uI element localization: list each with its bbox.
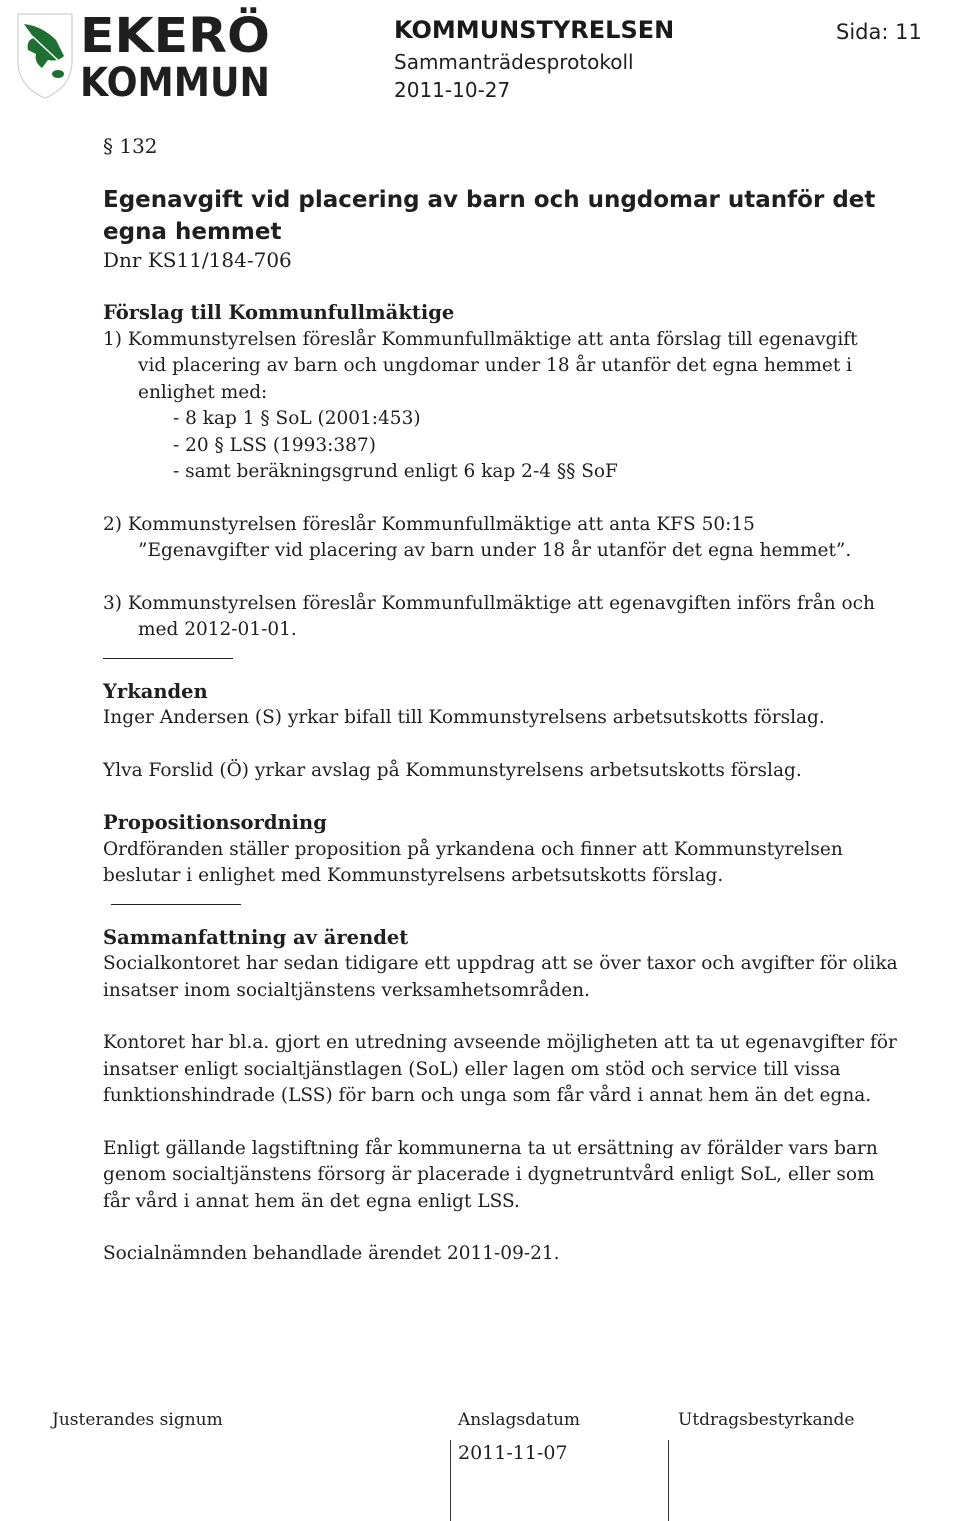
summary-heading: Sammanfattning av ärendet (103, 925, 409, 949)
footer-certified-label: Utdragsbestyrkande (678, 1410, 855, 1430)
proposal-item-1-line-2: vid placering av barn och ungdomar under 18 år utanför det egna hemmet i (138, 355, 853, 376)
proposition-heading: Propositionsordning (103, 811, 327, 834)
separator-line (111, 904, 241, 925)
summary-line: Enligt gällande lagstiftning får kommunerna ta ut ersättning av förälder vars barn (103, 1137, 878, 1159)
summary-line: Socialkontoret har sedan tidigare ett uppdrag att se över taxor och avgifter för olika (103, 953, 898, 974)
proposition-line: beslutar i enlighet med Kommunstyrelsens arbetsutskotts förslag. (103, 865, 724, 886)
paragraph-number: § 132 (103, 134, 158, 158)
page-title: Egenavgift vid placering av barn och ungdomar utanför det egna hemmet (103, 187, 876, 245)
case-number: Dnr KS11/184-706 (103, 248, 292, 272)
footer-divider (450, 1440, 451, 1521)
proposition-line: Ordföranden ställer proposition på yrkandena och finner att Kommunstyrelsen (103, 838, 843, 860)
summary-line: insatser inom socialtjänstens verksamhetsområden. (103, 979, 590, 1001)
proposal-bullet: - 20 § LSS (1993:387) (173, 434, 376, 456)
proposal-item-2-line-2: ”Egenavgifter vid placering av barn under 18 år utanför det egna hemmet”. (138, 540, 852, 561)
footer-posted-label: Anslagsdatum (458, 1410, 581, 1430)
proposal-item-2-line-1: 2) Kommunstyrelsen föreslår Kommunfullmäktige att anta KFS 50:15 (103, 513, 755, 535)
ekero-logo (12, 6, 274, 102)
logo-text-ekero: EKERÖ (80, 8, 261, 64)
footer-divider (668, 1440, 669, 1521)
proposal-bullet: - samt beräkningsgrund enligt 6 kap 2-4 §§ SoF (173, 461, 618, 482)
logo-text-kommun: KOMMUN (80, 60, 270, 102)
summary-line: insatser enligt socialtjänstlagen (SoL) eller lagen om stöd och service till vissa (103, 1058, 841, 1080)
summary-line: Socialnämnden behandlade ärendet 2011-09-21. (103, 1243, 560, 1264)
summary-line: Kontoret har bl.a. gjort en utredning avseende möjligheten att ta ut egenavgifter för (103, 1032, 897, 1053)
motion-line: Inger Andersen (S) yrkar bifall till Kommunstyrelsens arbetsutskotts förslag. (103, 707, 825, 728)
proposal-item-1-line-1: 1) Kommunstyrelsen föreslår Kommunfullmäktige att anta förslag till egenavgift (103, 328, 858, 350)
summary-line: genom socialtjänstens försorg är placerade i dygnetruntvård enligt SoL, eller som (103, 1164, 875, 1185)
page-number: Sida: 11 (836, 20, 922, 44)
motion-line: Ylva Forslid (Ö) yrkar avslag på Kommunstyrelsens arbetsutskotts förslag. (103, 759, 802, 781)
summary-line: får vård i annat hem än det egna enligt LSS. (103, 1190, 520, 1212)
motions-heading: Yrkanden (103, 679, 208, 703)
committee-name: KOMMUNSTYRELSEN (394, 16, 675, 44)
footer-posted-date: 2011-11-07 (458, 1442, 568, 1464)
proposal-item-1-line-3: enlighet med: (138, 381, 268, 403)
proposal-item-3-line-1: 3) Kommunstyrelsen föreslår Kommunfullmäktige att egenavgiften införs från och (103, 592, 875, 614)
footer-sign-label: Justerandes signum (52, 1410, 223, 1430)
separator-line (103, 658, 233, 679)
proposal-bullet: - 8 kap 1 § SoL (2001:453) (173, 408, 421, 429)
protocol-type: Sammanträdesprotokoll (394, 50, 634, 74)
summary-line: funktionshindrade (LSS) för barn och unga som får vård i annat hem än det egna. (103, 1085, 872, 1106)
oak-leaf-icon (18, 14, 72, 98)
document-body (103, 300, 953, 1268)
proposal-item-3-line-2: med 2012-01-01. (138, 619, 297, 640)
proposal-heading: Förslag till Kommunfullmäktige (103, 301, 455, 324)
meeting-date: 2011-10-27 (394, 78, 511, 102)
